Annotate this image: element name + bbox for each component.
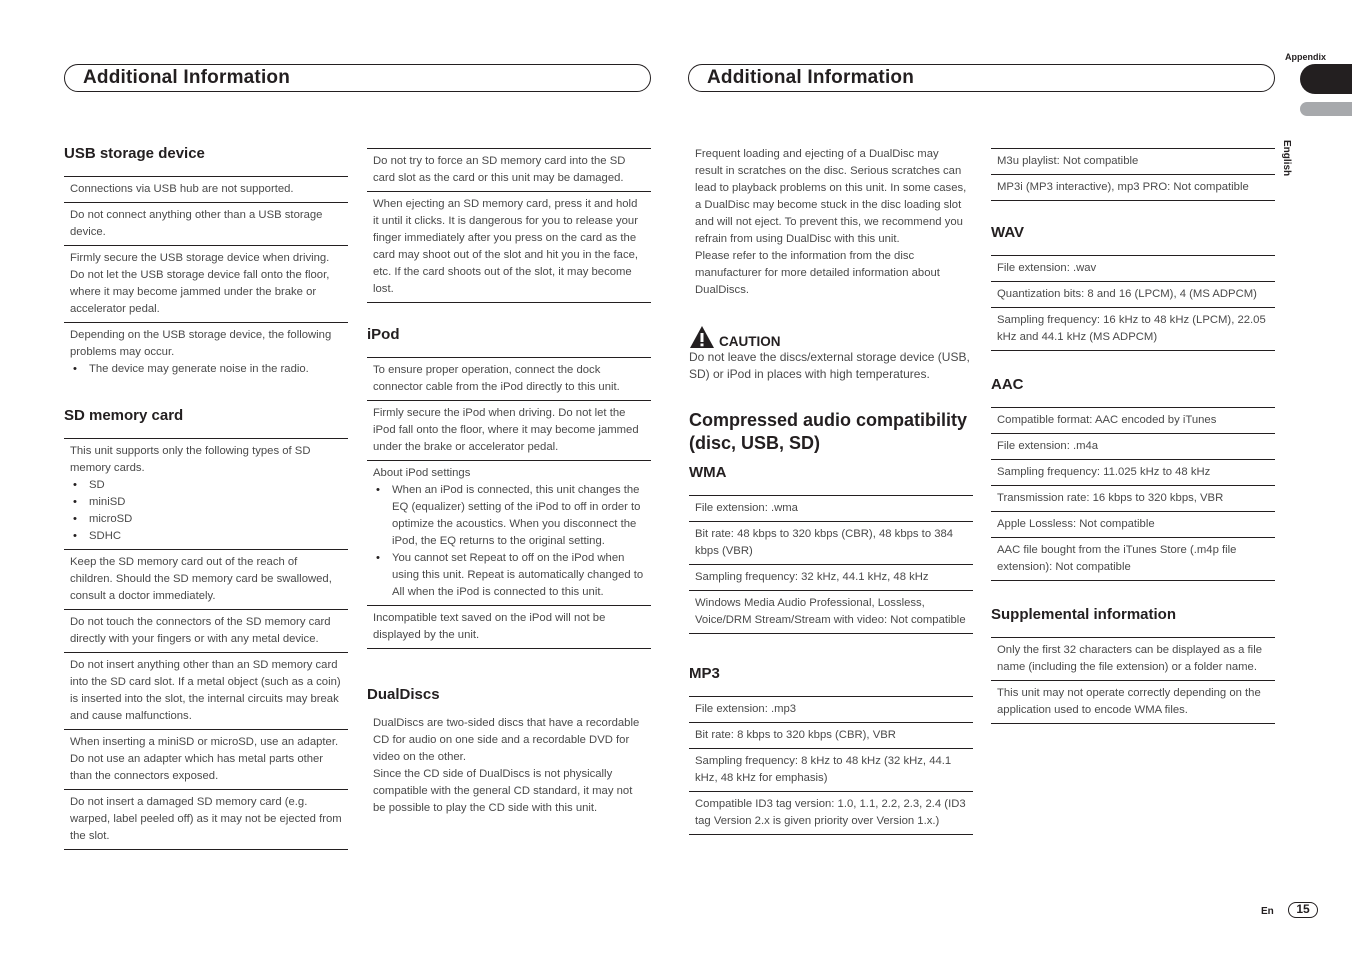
column-1 (64, 144, 348, 880)
aac-title: AAC (991, 376, 1024, 393)
appendix-tab (1300, 64, 1352, 94)
sd-type-item: • SD (70, 477, 342, 494)
ipod-title: iPod (367, 326, 400, 343)
dualdiscs-paragraph: DualDiscs are two-sided discs that have a recordable CD for audio on one side and a recordable DVD for video on the other. (373, 717, 640, 763)
caution-text: Do not leave the discs/external storage device (USB, SD) or iPod in places with high temperatures. (689, 350, 970, 381)
wav-table (991, 255, 1275, 351)
usb-table (64, 176, 348, 382)
column-3 (689, 146, 973, 865)
aac-row: Compatible format: AAC encoded by iTunes (991, 408, 1275, 434)
dualdiscs-paragraph: Please refer to the information from the disc manufacturer for more detailed information about DualDiscs. (695, 250, 940, 296)
right-section-header (688, 64, 1275, 92)
supplemental-row: This unit may not operate correctly depending on the application used to encode WMA files. (997, 687, 1261, 716)
dualdiscs-paragraph: Since the CD side of DualDiscs is not physically compatible with the general CD standard, it may not be possible to play the CD side with this unit. (373, 768, 633, 814)
page-number (1288, 902, 1318, 918)
sd-row: When inserting a miniSD or microSD, use an adapter. Do not use an adapter which has metal parts other than the connectors exposed. (64, 730, 348, 790)
ipod-settings-item: • When an iPod is connected, this unit changes the EQ (equalizer) setting of the iPod to off in order to optimize the acoustics. When you disconnect the iPod, the EQ returns to the original setting. (373, 482, 645, 550)
wma-row: Sampling frequency: 32 kHz, 44.1 kHz, 48 kHz (689, 565, 973, 591)
wma-row: File extension: .wma (689, 496, 973, 522)
caution-title: CAUTION (719, 334, 781, 349)
mp3-row: Sampling frequency: 8 kHz to 48 kHz (32 kHz, 44.1 kHz, 48 kHz for emphasis) (689, 749, 973, 792)
aac-table (991, 407, 1275, 581)
wma-table (689, 495, 973, 634)
language-code: En (1261, 906, 1274, 917)
page-number-text: 15 (1296, 902, 1310, 916)
usb-row: Connections via USB hub are not supported. (64, 177, 348, 203)
language-label: English (1281, 140, 1292, 177)
sd-type-item: • SDHC (70, 528, 342, 545)
usb-row: Firmly secure the USB storage device when driving. Do not let the USB storage device fall onto the floor, where it may become jammed under the brake or accelerator pedal. (64, 246, 348, 323)
usb-row: Do not connect anything other than a USB storage device. (64, 203, 348, 246)
ipod-settings-item: • You cannot set Repeat to off on the iPod when using this unit. Repeat is automatically changed to All when the iPod is connected to this unit. (373, 550, 645, 601)
left-section-header (64, 64, 651, 92)
sd-row: Do not insert a damaged SD memory card (e.g. warped, label peeled off) as it may not be ejected from the slot. (70, 796, 342, 842)
right-header-title: Additional Information (707, 67, 915, 88)
sd-row-text: This unit supports only the following types of SD memory cards. (70, 445, 311, 474)
supplemental-title: Supplemental information (991, 606, 1177, 623)
ipod-row: To ensure proper operation, connect the dock connector cable from the iPod directly to this unit. (367, 358, 651, 401)
sd-row: When ejecting an SD memory card, press it and hold it until it clicks. It is dangerous for you to release your finger immediately after you press on the card as the card may shoot out of the slot and hit you in the face, etc. If the card shoots out of the slot, it may become lost. (373, 198, 639, 295)
compressed-audio-title: Compressed audio compatibility (disc, USB, SD) (689, 410, 968, 453)
sd-title: SD memory card (64, 407, 184, 424)
dualdiscs-paragraph: Frequent loading and ejecting of a DualDisc may result in scratches on the disc. Serious scratches can lead to playback problems on this unit. In some cases, a DualDisc may become stuck in the disc loading slot and will not eject. To prevent this, we recommend you refrain from using DualDisc with this unit. (695, 148, 967, 245)
aac-row: Sampling frequency: 11.025 kHz to 48 kHz (991, 460, 1275, 486)
ipod-settings-list (373, 482, 645, 601)
mp3-table (689, 696, 973, 835)
dualdiscs-title: DualDiscs (367, 686, 440, 703)
aac-row: Apple Lossless: Not compatible (991, 512, 1275, 538)
column-2 (367, 148, 651, 817)
sd-row: Do not touch the connectors of the SD memory card directly with your fingers or with any metal device. (64, 610, 348, 653)
wav-row: Sampling frequency: 16 kHz to 48 kHz (LPCM), 22.05 kHz and 44.1 kHz (MS ADPCM) (997, 314, 1266, 343)
warning-icon (689, 325, 715, 349)
supplemental-table (991, 637, 1275, 724)
ipod-table (367, 357, 651, 649)
column-4 (991, 148, 1275, 754)
usb-bullet: • The device may generate noise in the radio. (70, 361, 342, 378)
usb-bullet-list (70, 361, 342, 378)
wma-row: Windows Media Audio Professional, Lossless, Voice/DRM Stream/Stream with video: Not compatible (695, 597, 966, 626)
sd-row: Do not try to force an SD memory card into the SD card slot as the card or this unit may be damaged. (367, 149, 651, 192)
sd-table-continued (367, 148, 651, 303)
mp3-row: File extension: .mp3 (689, 697, 973, 723)
mp3-table-continued (991, 148, 1275, 201)
ipod-settings-title: About iPod settings (373, 467, 471, 479)
sd-type-item: • microSD (70, 511, 342, 528)
usb-title: USB storage device (64, 145, 205, 162)
mp3-title: MP3 (689, 665, 720, 682)
wav-row: Quantization bits: 8 and 16 (LPCM), 4 (MS ADPCM) (991, 282, 1275, 308)
mp3-row: M3u playlist: Not compatible (991, 149, 1275, 175)
english-tab (1300, 102, 1352, 116)
wav-row: File extension: .wav (991, 256, 1275, 282)
left-header-title: Additional Information (83, 67, 291, 88)
mp3-row: Bit rate: 8 kbps to 320 kbps (CBR), VBR (689, 723, 973, 749)
aac-row: AAC file bought from the iTunes Store (.m4p file extension): Not compatible (997, 544, 1237, 573)
sd-row (64, 439, 348, 550)
wav-title: WAV (991, 224, 1025, 241)
wma-row: Bit rate: 48 kbps to 320 kbps (CBR), 48 kbps to 384 kbps (VBR) (689, 522, 973, 565)
sd-row: Keep the SD memory card out of the reach of children. Should the SD memory card be swallowed, consult a doctor immediately. (64, 550, 348, 610)
supplemental-row: Only the first 32 characters can be displayed as a file name (including the file extension) or a folder name. (991, 638, 1275, 681)
usb-row-text: Depending on the USB storage device, the following problems may occur. (70, 329, 332, 358)
aac-row: File extension: .m4a (991, 434, 1275, 460)
sd-type-list (70, 477, 342, 545)
sd-row: Do not insert anything other than an SD memory card into the SD card slot. If a metal object (such as a coin) is inserted into the slot, the internal circuits may break and cause malfunctions. (64, 653, 348, 730)
caution-heading (689, 325, 973, 349)
appendix-label: Appendix (1284, 52, 1326, 62)
wma-title: WMA (689, 464, 727, 481)
mp3-row: MP3i (MP3 interactive), mp3 PRO: Not compatible (997, 181, 1249, 193)
aac-row: Transmission rate: 16 kbps to 320 kbps, VBR (991, 486, 1275, 512)
sd-table (64, 438, 348, 850)
mp3-row: Compatible ID3 tag version: 1.0, 1.1, 2.2, 2.3, 2.4 (ID3 tag Version 2.x is given priority over Version 1.x.) (695, 798, 966, 827)
ipod-row: Firmly secure the iPod when driving. Do not let the iPod fall onto the floor, where it may become jammed under the brake or accelerator pedal. (367, 401, 651, 461)
ipod-row: Incompatible text saved on the iPod will not be displayed by the unit. (373, 612, 606, 641)
usb-row (64, 323, 348, 382)
sd-type-item: • miniSD (70, 494, 342, 511)
ipod-row (367, 461, 651, 606)
